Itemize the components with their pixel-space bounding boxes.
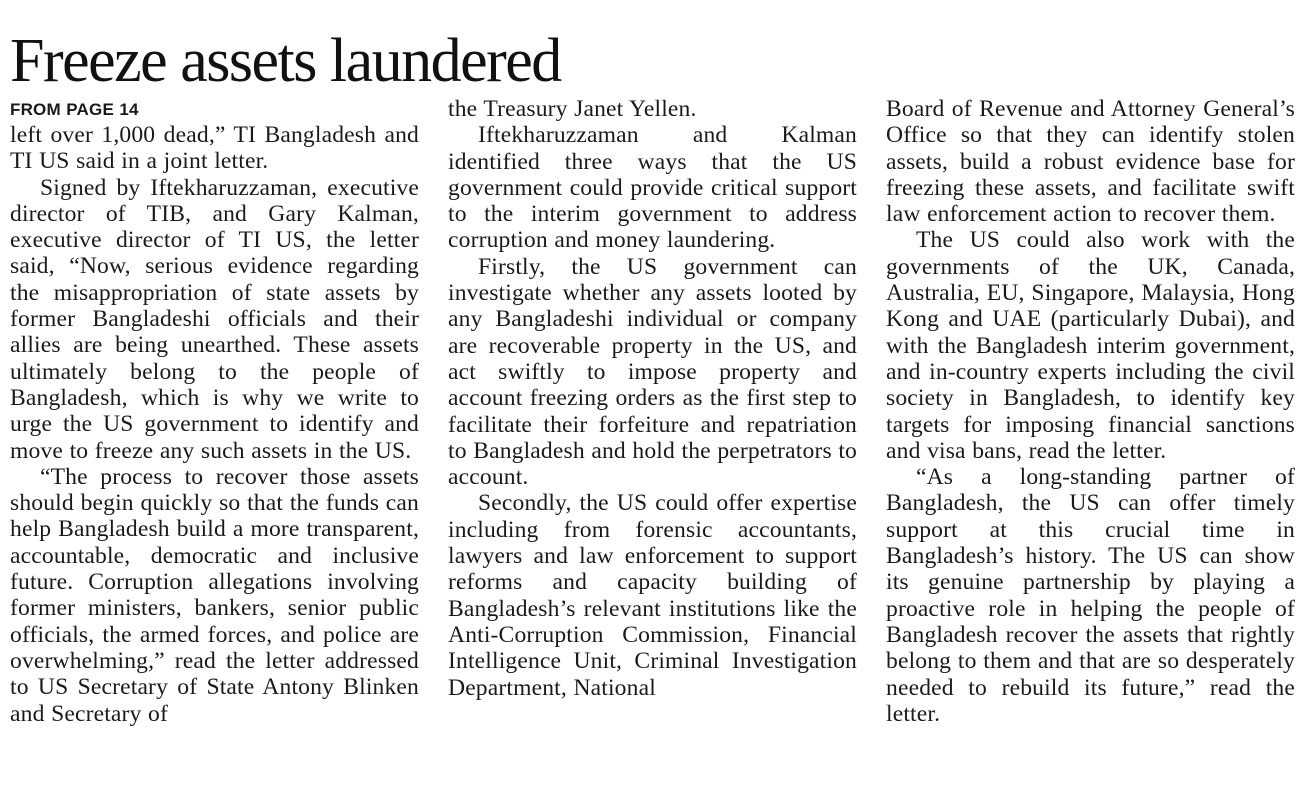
paragraph: Signed by Iftekharuzzaman, executive director of TIB, and Gary Kalman, executive director of TI US, the letter said, “Now, serious evidence regarding the misappropriation of state assets by former Bangladeshi officials and their allies are being unearthed. These assets ultimately belong to the people of Bangladesh, which is why we write to urge the US government to identify and move to freeze any such assets in the US. bbox=[10, 174, 419, 464]
article-column-2 bbox=[448, 96, 857, 701]
article-column-1 bbox=[10, 96, 419, 727]
article-column-3 bbox=[886, 96, 1295, 727]
paragraph: The US could also work with the governments of the UK, Canada, Australia, EU, Singapore, Malaysia, Hong Kong and UAE (particularly Dubai), and with the Bangladesh interim government, and in-country experts including the civil society in Bangladesh, to identify key targets for imposing financial sanctions and visa bans, read the letter. bbox=[886, 227, 1295, 464]
paragraph: “The process to recover those assets should begin quickly so that the funds can help Bangladesh build a more transparent, accountable, democratic and inclusive future. Corruption allegations involving former ministers, bankers, senior public officials, the armed forces, and police are overwhelming,” read the letter addressed to US Secretary of State Antony Blinken and Secretary of bbox=[10, 463, 419, 727]
paragraph: the Treasury Janet Yellen. bbox=[448, 96, 697, 122]
paragraph: left over 1,000 dead,” TI Bangladesh and TI US said in a joint letter. bbox=[10, 122, 419, 175]
paragraph: Firstly, the US government can investigate whether any assets looted by any Bangladeshi individual or company are recoverable property in the US, and act swiftly to impose property and account freezing orders as the first step to facilitate their forfeiture and repatriation to Bangladesh and hold the perpetrators to account. bbox=[448, 253, 857, 491]
paragraph: “As a long-standing partner of Bangladesh, the US can offer timely support at this crucial time in Bangladesh’s history. The US can show its genuine partnership by playing a proactive role in helping the people of Bangladesh recover the assets that rightly belong to them and that are so desperately needed to rebuild its future,” read the letter. bbox=[886, 464, 1295, 727]
paragraph: Board of Revenue and Attorney General’s Office so that they can identify stolen assets, build a robust evidence base for freezing these assets, and facilitate swift law enforcement action to recover them. bbox=[886, 96, 1295, 228]
continuation-kicker: FROM PAGE 14 bbox=[10, 100, 139, 119]
paragraph: Secondly, the US could offer expertise including from forensic accountants, lawyers and law enforcement to support reforms and capacity building of Bangladesh’s relevant institutions like the Anti-Corruption Commission, Financial Intelligence Unit, Criminal Investigation Department, National bbox=[448, 490, 857, 701]
paragraph: Iftekharuzzaman and Kalman identified three ways that the US government could provide critical support to the interim government to address corruption and money laundering. bbox=[448, 122, 857, 254]
headline: Freeze assets laundered bbox=[10, 27, 561, 95]
